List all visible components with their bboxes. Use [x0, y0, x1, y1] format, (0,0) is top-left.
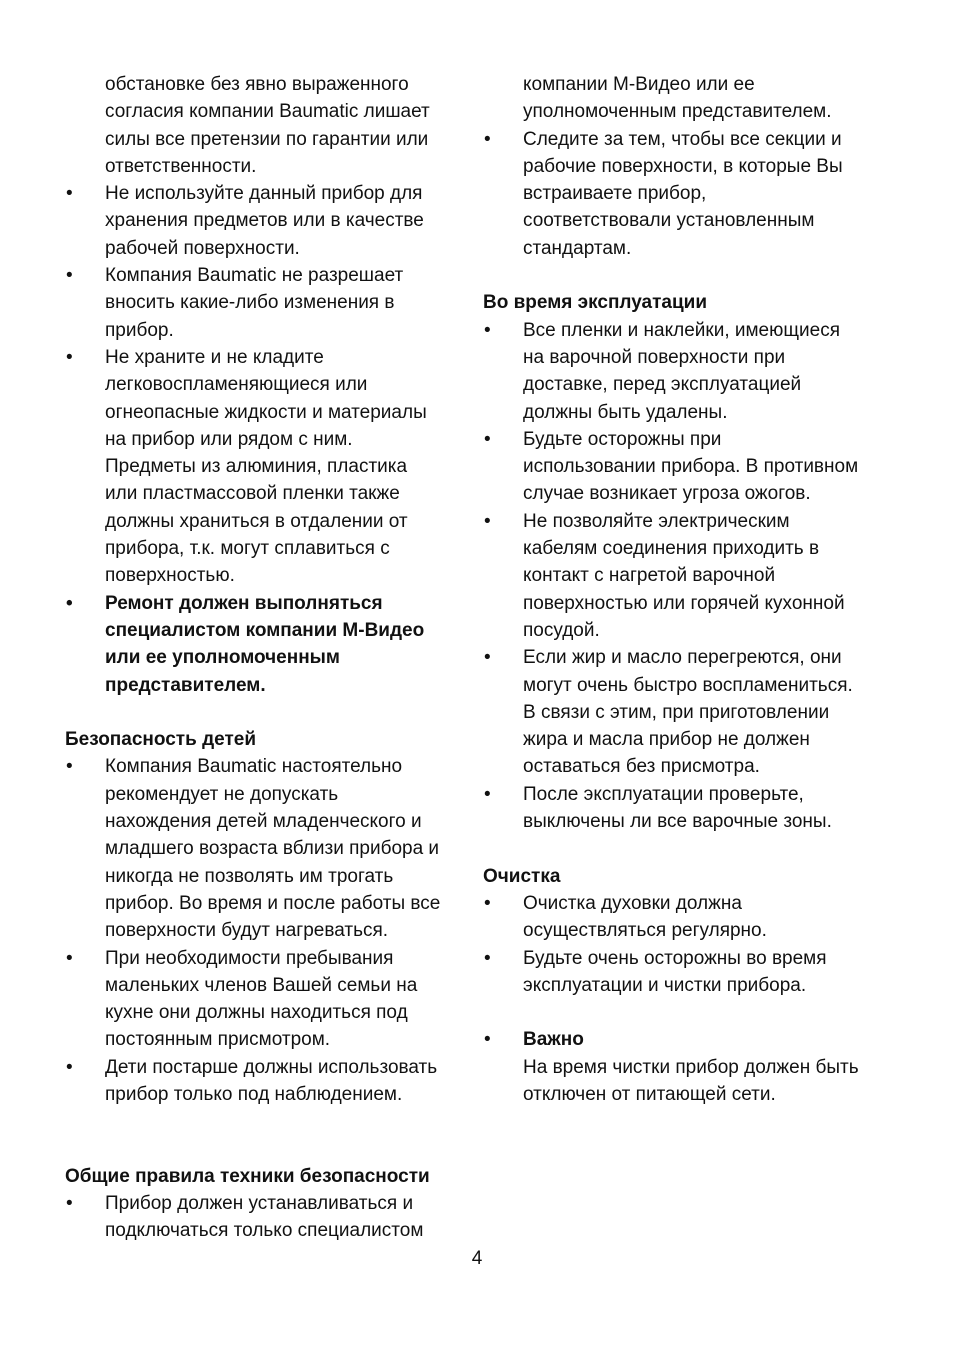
text-line: Компания Baumatic настоятельно	[105, 756, 403, 778]
text-line: рекомендует не допускать	[105, 783, 339, 805]
bullet-item	[65, 945, 470, 1054]
bullet-icon: •	[66, 592, 73, 614]
bullet-item-warning	[65, 590, 470, 699]
text-line: прибора, т.к. могут сплавиться с	[105, 538, 390, 560]
text-line: встраиваете прибор,	[523, 183, 707, 205]
text-line: огнеопасные жидкости и материалы	[105, 401, 427, 423]
bullet-icon: •	[484, 510, 491, 532]
text-line: Будьте осторожны при	[523, 428, 722, 450]
text-line: маленьких членов Вашей семьи на	[105, 974, 418, 996]
bullet-icon: •	[484, 647, 491, 669]
text-line: специалистом компании М-Видео	[105, 619, 425, 641]
text-line: ответственности.	[105, 155, 257, 177]
bullet-item	[483, 945, 895, 1000]
bullet-item	[483, 126, 895, 262]
text-line: младшего возраста вблизи прибора и	[105, 838, 440, 860]
bullet-icon: •	[66, 265, 73, 287]
text-line: В связи с этим, при приготовлении	[523, 701, 830, 723]
text-line: эксплуатации и чистки прибора.	[523, 974, 807, 996]
bullet-icon: •	[484, 428, 491, 450]
text-line: согласия компании Baumatic лишает	[105, 101, 430, 123]
text-line: выключены ли все варочные зоны.	[523, 811, 832, 833]
text-line: уполномоченным представителем.	[523, 101, 832, 123]
text-line: жира и масла прибор не должен	[523, 729, 810, 751]
bullet-item	[65, 180, 470, 262]
bullet-item	[483, 890, 895, 945]
text-line: Будьте очень осторожны во время	[523, 947, 827, 969]
text-line: При необходимости пребывания	[105, 947, 394, 969]
text-line: должны храниться в отдалении от	[105, 510, 408, 532]
text-line: должны быть удалены.	[523, 401, 728, 423]
text-line: никогда не позволять им трогать	[105, 865, 394, 887]
text-line: прибор. Во время и после работы все	[105, 892, 441, 914]
text-line: могут очень быстро воспламениться.	[523, 674, 853, 696]
text-line: После эксплуатации проверьте,	[523, 783, 804, 805]
bullet-icon: •	[484, 947, 491, 969]
important-title: Важно	[523, 1029, 584, 1051]
text-line: хранения предметов или в качестве	[105, 210, 424, 232]
bullet-icon: •	[66, 183, 73, 205]
intro-paragraph	[65, 71, 470, 180]
left-column	[65, 71, 470, 1245]
text-line: компании М-Видео или ее	[523, 74, 755, 95]
bullet-icon: •	[66, 1056, 73, 1078]
section-heading: Очистка	[483, 865, 561, 887]
text-line: поверхности будут нагреваться.	[105, 920, 389, 942]
text-line: Дети постарше должны использовать	[105, 1056, 438, 1078]
text-line: на варочной поверхности при	[523, 346, 786, 368]
text-line: Не храните и не кладите	[105, 346, 324, 368]
important-note	[483, 1026, 895, 1108]
bullet-icon: •	[484, 892, 491, 914]
text-line: на прибор или рядом с ним.	[105, 428, 353, 450]
bullet-icon: •	[66, 1193, 73, 1215]
text-line: легковоспламеняющиеся или	[105, 374, 368, 396]
text-line: соответствовали установленным	[523, 210, 815, 232]
bullet-item	[483, 508, 895, 644]
text-line: поверхностью.	[105, 565, 235, 587]
text-line: Компания Baumatic не разрешает	[105, 265, 404, 287]
bullet-icon: •	[484, 319, 491, 341]
text-line: отключен от питающей сети.	[523, 1083, 776, 1105]
text-line: использовании прибора. В противном	[523, 456, 859, 478]
text-line: рабочие поверхности, в которые Вы	[523, 155, 843, 177]
text-line: Не позволяйте электрическим	[523, 510, 790, 532]
text-line: стандартам.	[523, 237, 632, 259]
text-line: рабочей поверхности.	[105, 237, 300, 259]
text-line: постоянным присмотром.	[105, 1029, 331, 1051]
text-line: силы все претензии по гарантии или	[105, 128, 429, 150]
text-line: доставке, перед эксплуатацией	[523, 374, 802, 396]
section-heading: Безопасность детей	[65, 729, 257, 751]
text-line: случае возникает угроза ожогов.	[523, 483, 811, 505]
bullet-icon: •	[66, 947, 73, 969]
text-line: Прибор должен устанавливаться и	[105, 1193, 414, 1215]
text-line: кухне они должны находиться под	[105, 1002, 408, 1024]
bullet-item	[483, 644, 895, 780]
text-line: Не используйте данный прибор для	[105, 183, 423, 205]
bullet-item	[483, 426, 895, 508]
bullet-item	[65, 1190, 470, 1245]
section-heading: Во время эксплуатации	[483, 292, 708, 314]
text-line: На время чистки прибор должен быть	[523, 1056, 859, 1078]
text-line: Следите за тем, чтобы все секции и	[523, 128, 842, 150]
text-line: или пластмассовой пленки также	[105, 483, 400, 505]
bullet-item	[65, 262, 470, 344]
bullet-icon: •	[66, 756, 73, 778]
bullet-icon: •	[484, 1029, 491, 1051]
text-line: Если жир и масло перегреются, они	[523, 647, 842, 669]
text-line: кабелям соединения приходить в	[523, 538, 820, 560]
text-line: поверхностью или горячей кухонной	[523, 592, 845, 614]
page-number: 4	[471, 1248, 483, 1269]
text-line: или ее уполномоченным	[105, 647, 340, 669]
bullet-icon: •	[66, 346, 73, 368]
right-column	[483, 71, 895, 1108]
text-line: посудой.	[523, 619, 600, 641]
text-line: вносить какие-либо изменения в	[105, 292, 395, 314]
bullet-item	[65, 1054, 470, 1109]
text-line: осуществляться регулярно.	[523, 920, 767, 942]
text-line: представителем.	[105, 674, 266, 696]
text-line: Предметы из алюминия, пластика	[105, 456, 408, 478]
bullet-icon: •	[484, 128, 491, 150]
text-line: прибор.	[105, 319, 174, 341]
bullet-item	[483, 781, 895, 836]
text-line: Очистка духовки должна	[523, 892, 742, 914]
bullet-icon: •	[484, 783, 491, 805]
text-line: Ремонт должен выполняться	[105, 592, 383, 614]
bullet-item	[65, 344, 470, 590]
bullet-item	[65, 753, 470, 944]
text-line: обстановке без явно выраженного	[105, 74, 409, 95]
section-heading: Общие правила техники безопасности	[65, 1165, 430, 1187]
bullet-item	[483, 317, 895, 426]
intro-paragraph	[483, 71, 895, 126]
text-line: Все пленки и наклейки, имеющиеся	[523, 319, 840, 341]
text-line: контакт с нагретой варочной	[523, 565, 776, 587]
text-line: подключаться только специалистом	[105, 1220, 424, 1242]
text-line: прибор только под наблюдением.	[105, 1083, 403, 1105]
text-line: нахождения детей младенческого и	[105, 811, 422, 833]
text-line: оставаться без присмотра.	[523, 756, 760, 778]
